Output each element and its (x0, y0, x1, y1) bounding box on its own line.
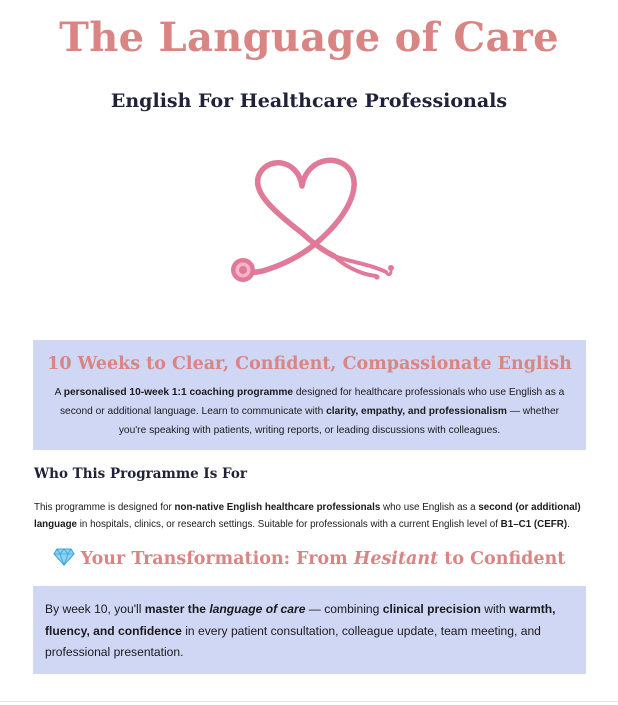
who-text-part: in hospitals, clinics, or research settings. Suitable for professionals with a current English level of (77, 519, 501, 530)
who-text-part: who use English as a (380, 502, 479, 513)
who-text-emphasis: non-native English healthcare professionals (174, 502, 381, 513)
document-title: The Language of Care (59, 14, 559, 61)
who-text-part: This programme is designed for (34, 502, 175, 513)
intro-heading[interactable] (33, 354, 586, 374)
outcome-box (33, 586, 586, 674)
outcome-text (45, 599, 574, 664)
outcome-text-part: By week 10, you'll (45, 602, 145, 616)
outcome-text-part: with (480, 602, 510, 616)
transformation-heading-emphasis: Hesitant (353, 549, 439, 569)
intro-heading-text: 10 Weeks to Clear, Confident, Compassionate English (47, 354, 572, 374)
intro-text-part: A (54, 387, 64, 398)
page-divider (0, 701, 618, 702)
intro-text (45, 383, 574, 440)
outcome-text-emphasis-italic: language of care (209, 602, 306, 616)
outcome-text-part: in every patient consultation, colleague update, team meeting, and professional presentation. (45, 623, 541, 659)
transformation-heading-text: Your Transformation: From (80, 549, 354, 569)
who-text (34, 499, 586, 533)
outcome-text-emphasis: warmth, fluency, and confidence (45, 602, 556, 638)
outcome-text-emphasis: master the (144, 602, 210, 616)
outcome-text-part: — combining (305, 602, 383, 616)
intro-text-part: — whether you're speaking with patients, writing reports, or leading discussions with colleagues. (118, 406, 560, 436)
who-heading: Who This Programme Is For (34, 466, 247, 482)
intro-text-part: designed for healthcare professionals who use English as a second or additional language. Learn to communicate with (59, 387, 565, 417)
document-subtitle: English For Healthcare Professionals (110, 90, 508, 112)
outcome-text-emphasis: clinical precision (382, 602, 481, 616)
who-text-part: . (567, 519, 570, 530)
intro-text-emphasis: personalised 10-week 1:1 coaching programme (63, 387, 294, 398)
heart-stethoscope-icon (210, 138, 410, 310)
who-text-emphasis: second (or additional) language (34, 502, 581, 530)
who-text-emphasis: B1–C1 (CEFR) (500, 519, 568, 530)
transformation-heading-text: to Confident (438, 549, 566, 569)
gem-icon (53, 548, 75, 566)
intro-text-emphasis: clarity, empathy, and professionalism (326, 406, 507, 417)
transformation-heading (0, 548, 618, 569)
intro-box (33, 340, 586, 450)
